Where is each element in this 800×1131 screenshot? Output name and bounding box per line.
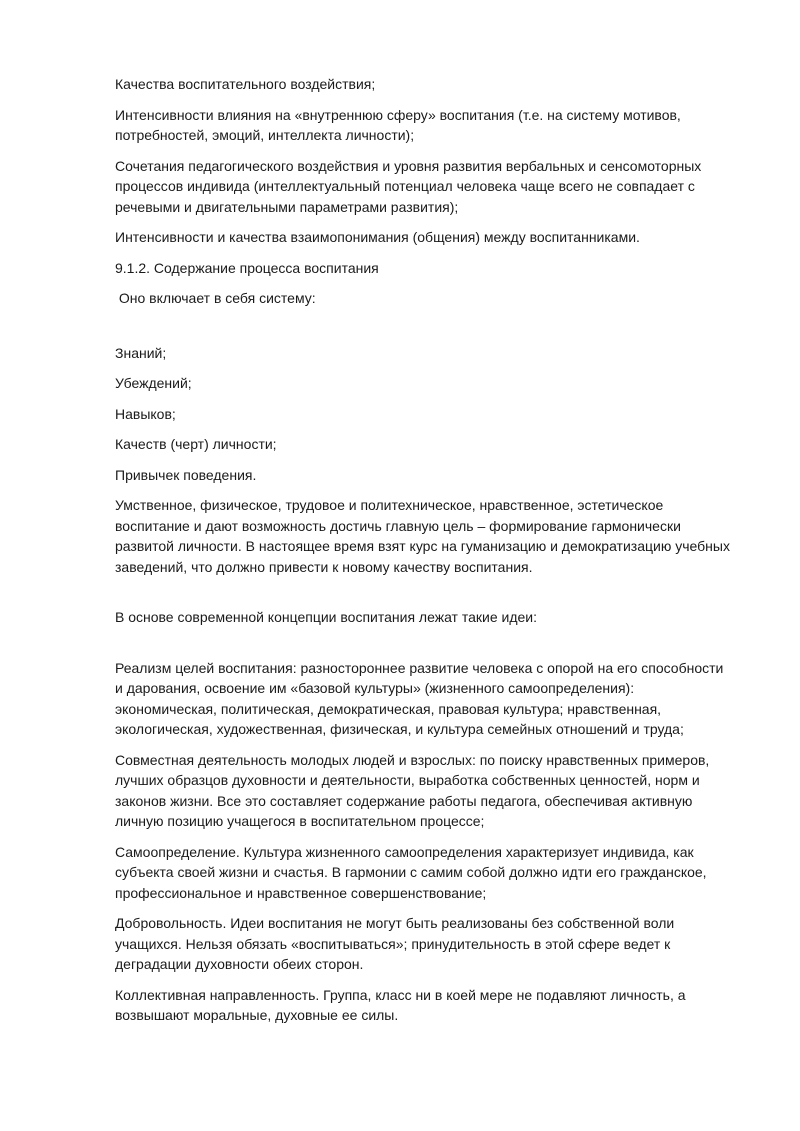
paragraph: Интенсивности влияния на «внутреннюю сферу» воспитания (т.е. на систему мотивов, потребностей, эмоций, интеллекта личности); (115, 106, 681, 143)
paragraph: Интенсивности и качества взаимопонимания (общения) между воспитанниками. (115, 229, 640, 245)
list-item: Реализм целей воспитания: разностороннее развитие человека с опорой на его способности и дарования, освоение им «базовой культуры» (жизненного самоопределения): экономическая, политическая, демократическая, правовая культура; нравственная, экологическая, художественная, физическая, и культура семейных отношений и труда; (115, 659, 724, 737)
spacer (115, 319, 735, 343)
list-item: Совместная деятельность молодых людей и взрослых: по поиску нравственных примеров, лучших образцов духовности и деятельности, выработка собственных ценностей, норм и законов жизни. Все это составляет содержание работы педагога, обеспечивая активную личную позицию учащегося в воспитательном процессе; (115, 751, 710, 829)
spacer (115, 587, 735, 607)
list-item: Знаний; (115, 344, 167, 361)
document-body (115, 74, 735, 1036)
list-item: Добровольность. Идеи воспитания не могут быть реализованы без собственной воли учащихся. Нельзя обязать «воспитываться»; принудительность в этой сфере ведет к деградации духовности обеих сторон. (115, 915, 675, 972)
paragraph: Качества воспитательного воздействия; (115, 76, 376, 92)
list-item: Качеств (черт) личности; (115, 436, 277, 452)
section-heading: 9.1.2. Содержание процесса воспитания (115, 259, 379, 276)
paragraph: В основе современной концепции воспитания лежат такие идеи: (115, 609, 538, 625)
list-item: Коллективная направленность. Группа, класс ни в коей мере не подавляют личность, а возвышают моральные, духовные ее силы. (115, 986, 686, 1023)
list-item: Убеждений; (115, 375, 192, 391)
paragraph: Оно включает в себя систему: (115, 290, 316, 306)
list-item: Привычек поведения. (115, 466, 257, 483)
list-item: Навыков; (115, 405, 176, 422)
spacer (115, 638, 735, 658)
paragraph: Умственное, физическое, трудовое и политехническое, нравственное, эстетическое воспитание и дают возможность достичь главную цель – формирование гармонически развитой личности. В настоящее время взят курс на гуманизацию и демократизацию учебных заведений, что должно привести к новому качеству воспитания. (115, 497, 730, 575)
list-item: Самоопределение. Культура жизненного самоопределения характеризует индивида, как субъекта своей жизни и счастья. В гармонии с самим собой должно идти его гражданское, профессиональное и нравственное совершенствование; (115, 843, 707, 901)
paragraph: Сочетания педагогического воздействия и уровня развития вербальных и сенсомоторных процессов индивида (интеллектуальный потенциал человека чаще всего не совпадает с речевыми и двигательными параметрами развития); (115, 157, 702, 215)
